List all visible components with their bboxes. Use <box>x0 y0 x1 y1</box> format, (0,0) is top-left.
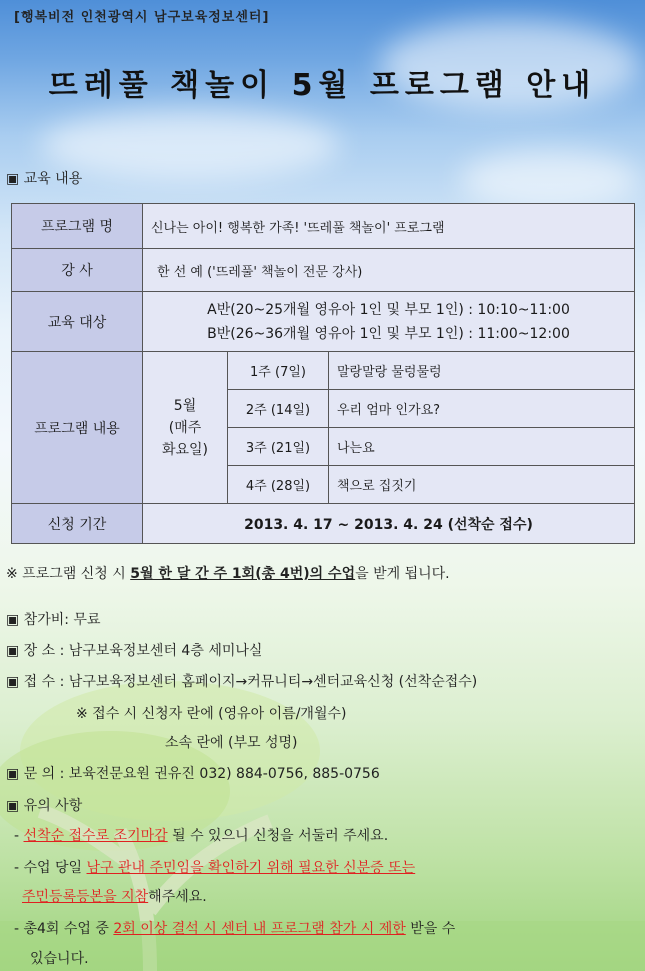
caution-text: 받을 수 <box>405 921 456 937</box>
target-b: B반(26~36개월 영유아 1인 및 부모 1인) : 11:00~12:00 <box>207 325 570 342</box>
teacher-label: 강 사 <box>12 249 143 292</box>
target-a: A반(20~25개월 영유아 1인 및 부모 1인) : 10:10~11:00 <box>207 301 570 318</box>
cloud-decoration <box>460 150 640 210</box>
caution-item-cont <box>22 886 207 906</box>
caution-highlight: 주민등록등본을 지참 <box>22 889 149 905</box>
topic-cell: 나는요 <box>329 428 635 466</box>
section-education: ▣ 교육 내용 <box>6 171 83 187</box>
topic-cell: 말랑말랑 물렁물렁 <box>329 352 635 390</box>
caution-highlight: 남구 관내 주민임을 확인하기 위해 필요한 신분증 또는 <box>86 860 416 876</box>
cloud-decoration <box>40 110 340 180</box>
program-name-label: 프로그램 명 <box>12 204 143 249</box>
reception-note: 소속 란에 (부모 성명) <box>165 735 298 751</box>
caution-item <box>14 857 415 877</box>
caution-text: - 총4회 수업 중 <box>14 921 114 937</box>
caution-item-cont: 있습니다. <box>30 951 89 967</box>
program-table <box>11 203 635 544</box>
target-label: 교육 대상 <box>12 292 143 352</box>
program-name-value: 신나는 아이! 행복한 가족! '뜨레풀 책놀이' 프로그램 <box>143 204 635 249</box>
month-cell <box>143 352 228 504</box>
notice-line <box>6 563 450 583</box>
fee-line: ▣ 참가비: 무료 <box>6 612 101 628</box>
page-title: 뜨레풀 책놀이 5월 프로그램 안내 <box>48 68 597 103</box>
reception-line: ▣ 접 수 : 남구보육정보센터 홈페이지→커뮤니티→센터교육신청 (선착순접수) <box>6 674 478 690</box>
caution-item <box>14 918 455 938</box>
period-value: 2013. 4. 17 ~ 2013. 4. 24 (선착순 접수) <box>143 504 635 544</box>
week-cell: 3주 (21일) <box>228 428 329 466</box>
week-cell: 1주 (7일) <box>228 352 329 390</box>
caution-title: ▣ 유의 사항 <box>6 798 83 814</box>
notice-emphasis: 5월 한 달 간 주 1회(총 4번)의 수업 <box>130 566 356 582</box>
caution-text: 해주세요. <box>148 889 207 905</box>
month-line: 5월 <box>173 397 197 414</box>
content-label: 프로그램 내용 <box>12 352 143 504</box>
caution-highlight: 선착순 접수로 조기마감 <box>23 828 168 844</box>
notice-text: ※ 프로그램 신청 시 <box>6 566 131 582</box>
header-org: [행복비전 인천광역시 남구보육정보센터] <box>14 10 270 25</box>
teacher-value: 한 선 예 ('뜨레풀' 책놀이 전문 강사) <box>143 249 635 292</box>
month-line: (매주 <box>168 419 202 436</box>
month-line: 화요일) <box>161 441 209 458</box>
period-label: 신청 기간 <box>12 504 143 544</box>
week-cell: 2주 (14일) <box>228 390 329 428</box>
caution-text: 될 수 있으니 신청을 서둘러 주세요. <box>167 828 389 844</box>
topic-cell: 우리 엄마 인가요? <box>329 390 635 428</box>
place-line: ▣ 장 소 : 남구보육정보센터 4층 세미나실 <box>6 643 263 659</box>
topic-cell: 책으로 집짓기 <box>329 466 635 504</box>
week-cell: 4주 (28일) <box>228 466 329 504</box>
notice-text: 을 받게 됩니다. <box>355 566 450 582</box>
caution-item <box>14 825 388 845</box>
inquiry-line: ▣ 문 의 : 보육전문요원 권유진 032) 884-0756, 885-0756 <box>6 766 380 782</box>
target-value <box>143 292 635 352</box>
caution-text: - <box>14 828 24 844</box>
caution-text: - 수업 당일 <box>14 860 87 876</box>
caution-highlight: 2회 이상 결석 시 센터 내 프로그램 참가 시 제한 <box>113 921 406 937</box>
reception-note: ※ 접수 시 신청자 란에 (영유아 이름/개월수) <box>76 706 347 722</box>
